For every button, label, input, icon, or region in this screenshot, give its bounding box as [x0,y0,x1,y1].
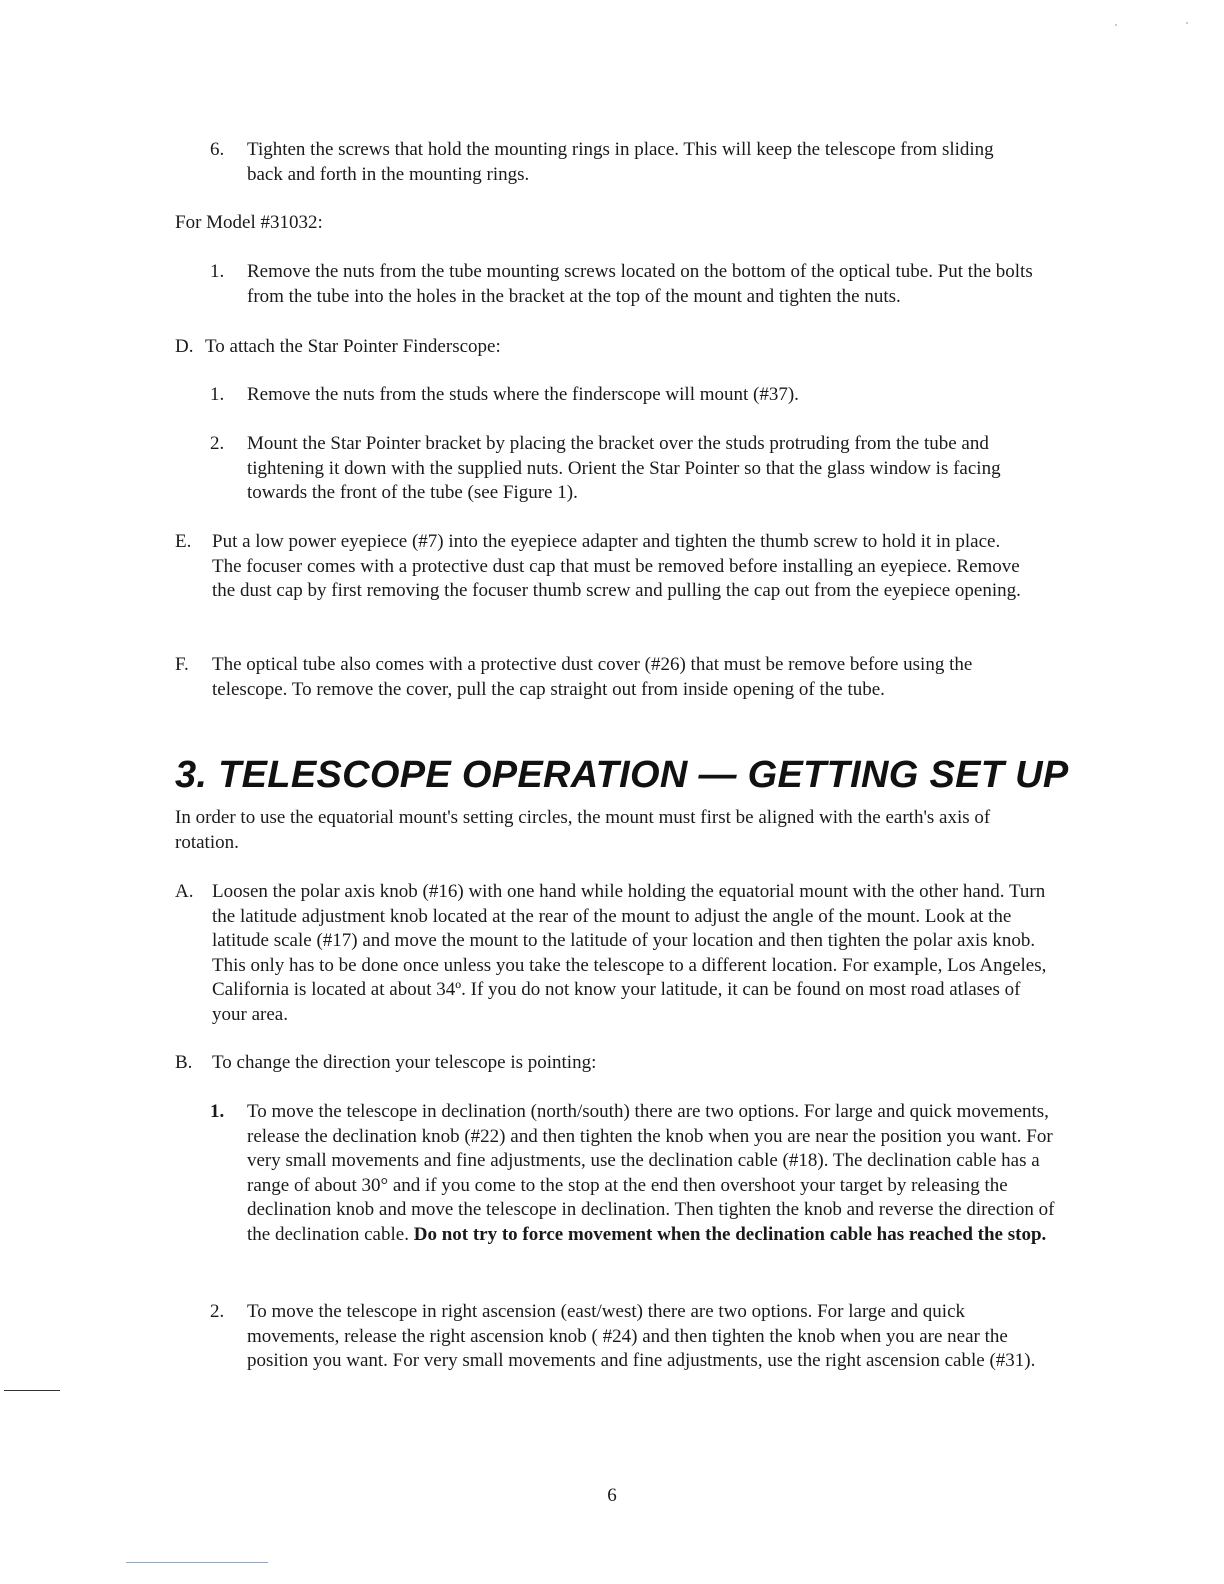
model-heading: For Model #31032: [175,212,323,233]
section-letter: F. [175,654,189,675]
section-letter: A. [175,881,194,902]
item-text: Mount the Star Pointer bracket by placing the bracket over the studs protruding from the tube and tightening it down with the supplied nuts. Orient the Star Pointer so that the glass window is facing towards the front of the tube (see Figure 1). [247,433,1001,504]
item-number: 1. [210,1101,225,1122]
item-number: 1. [210,384,225,405]
item-text: To move the telescope in right ascension (east/west) there are two options. For large and quick movements, release the right ascension knob ( #24) and then tighten the knob when you are near the position you want. For very small movements and fine adjustments, use the right ascension cable (#31). [247,1301,1036,1372]
section-text: To change the direction your telescope is pointing: [212,1052,597,1073]
section-letter: D. [175,336,194,357]
scan-speck [1115,24,1117,26]
item-text: Remove the nuts from the tube mounting screws located on the bottom of the optical tube. Put the bolts from the tube into the holes in the bracket at the top of the mount and tighten the nuts. [247,261,1033,307]
page-number: 6 [607,1485,617,1506]
item-text-bold-warning: Do not try to force movement when the declination cable has reached the stop. [413,1223,1047,1245]
item-number: 6. [210,139,225,160]
item-text: Remove the nuts from the studs where the finderscope will mount (#37). [247,384,799,405]
item-text-regular: To move the telescope in declination (north/south) there are two options. For large and quick movements, release the declination knob (#22) and then tighten the knob when you are near the position you want. For very small movements and fine adjustments, use the declination cable (#18). The declination cable has a range of about 30° and if you come to the stop at the end then overshoot your target by releasing the declination knob and move the telescope in declination. Then tighten the knob and reverse the direction of the declination cable. [247,1101,1055,1245]
item-text [247,1100,1055,1248]
section-letter: E. [175,531,192,552]
item-number: 1. [210,261,225,282]
bottom-edge-line [126,1562,268,1563]
margin-mark [4,1390,60,1391]
item-number: 2. [210,433,225,454]
scan-speck [1186,22,1188,24]
section-text: Put a low power eyepiece (#7) into the eyepiece adapter and tighten the thumb screw to hold it in place. The focuser comes with a protective dust cap that must be removed before installing an eyepiece. Remove the dust cap by first removing the focuser thumb screw and pulling the cap out from the eyepiece opening. [212,531,1021,602]
section-text: The optical tube also comes with a protective dust cover (#26) that must be remove before using the telescope. To remove the cover, pull the cap straight out from inside opening of the tube. [212,654,973,700]
section-text: Loosen the polar axis knob (#16) with one hand while holding the equatorial mount with the other hand. Turn the latitude adjustment knob located at the rear of the mount to adjust the angle of the mount. Look at the latitude scale (#17) and move the mount to the latitude of your location and then tighten the polar axis knob. This only has to be done once unless you take the telescope to a different location. For example, Los Angeles, California is located at about 34º. If you do not know your latitude, it can be found on most road atlases of your area. [212,881,1047,1025]
item-number: 2. [210,1301,225,1322]
section-text: To attach the Star Pointer Finderscope: [205,336,501,357]
section-letter: B. [175,1052,193,1073]
section-heading: 3. TELESCOPE OPERATION — GETTING SET UP [175,754,1069,796]
intro-paragraph: In order to use the equatorial mount's setting circles, the mount must first be aligned with the earth's axis of rotation. [175,807,991,853]
item-text: Tighten the screws that hold the mounting rings in place. This will keep the telescope from sliding back and forth in the mounting rings. [247,139,994,185]
